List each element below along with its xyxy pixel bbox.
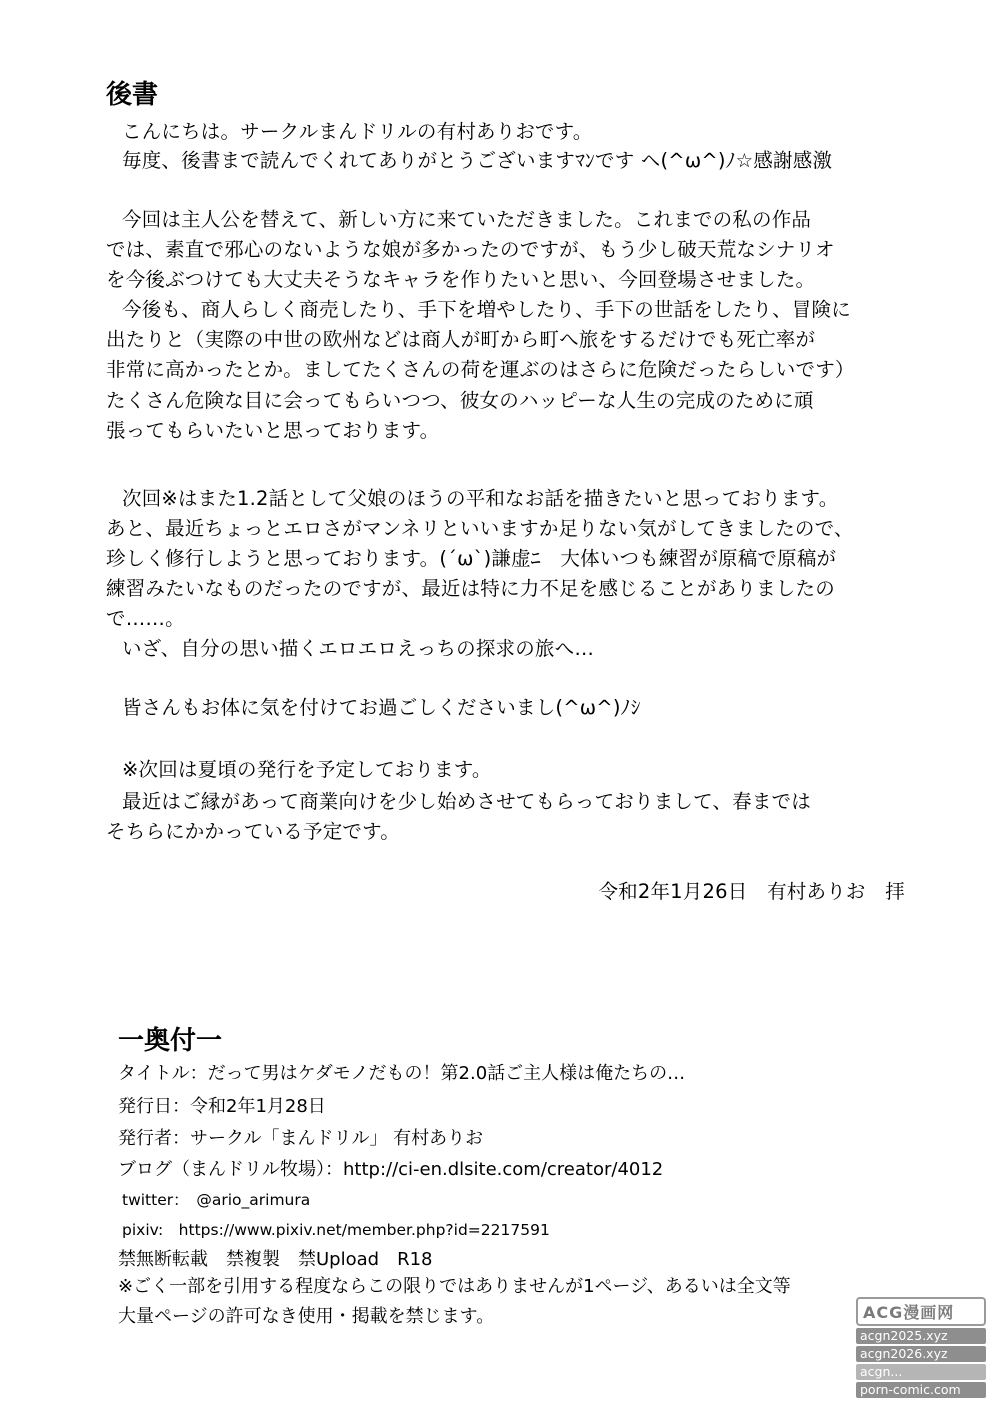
colophon-date-line: 発行日：令和2年1月28日 xyxy=(118,1096,326,1117)
colophon-prohibition-line: 禁無断転載 禁複製 禁Upload R18 xyxy=(118,1249,433,1270)
afterword-signature: 令和2年1月26日 有村ありお 拝 xyxy=(598,880,905,903)
afterword-line: 次回※はまた1.2話として父娘のほうの平和なお話を描きたいと思っております。 xyxy=(122,487,839,510)
watermark-logo: ACG漫画网 xyxy=(856,1297,986,1326)
afterword-line: たくさん危険な目に会ってもらいつつ、彼女のハッピーな人生の完成のために頑 xyxy=(106,389,814,412)
colophon-note-line: ※ごく一部を引用する程度ならこの限りではありませんが1ページ、あるいは全文等 xyxy=(118,1276,791,1297)
afterword-line: 非常に高かったとか。ましてたくさんの荷を運ぶのはさらに危険だったらしいです） xyxy=(106,358,855,381)
afterword-line: ※次回は夏頃の発行を予定しております。 xyxy=(122,758,492,781)
afterword-line: そちらにかかっている予定です。 xyxy=(106,820,400,843)
colophon-blog-line: ブログ（まんドリル牧場）：http://ci-en.dlsite.com/creator/4012 xyxy=(118,1159,664,1180)
afterword-line: 練習みたいなものだったのですが、最近は特に力不足を感じることがありましたの xyxy=(106,577,835,600)
afterword-line: 珍しく修行しようと思っております。(´ω`)謙虚ﾆ 大体いつも練習が原稿で原稿が xyxy=(106,547,837,570)
site-watermark xyxy=(856,1297,986,1398)
colophon-twitter-line: twitter： @ario_arimura xyxy=(122,1191,311,1209)
afterword-line: 今回は主人公を替えて、新しい方に来ていただきました。これまでの私の作品 xyxy=(122,208,812,231)
afterword-line: では、素直で邪心のないような娘が多かったのですが、もう少し破天荒なシナリオ xyxy=(106,238,835,261)
colophon-title: 一奥付一 xyxy=(118,1026,223,1056)
afterword-line: こんにちは。サークルまんドリルの有村ありおです。 xyxy=(122,120,593,143)
afterword-line: 出たりと（実際の中世の欧州などは商人が町から町へ旅をするだけでも死亡率が xyxy=(106,328,816,351)
watermark-domain: acgn2026.xyz xyxy=(856,1346,986,1362)
afterword-title: 後書 xyxy=(106,80,159,110)
colophon-pixiv-line: pixiv: https://www.pixiv.net/member.php?id=2217591 xyxy=(122,1221,550,1239)
afterword-line: 今後も、商人らしく商売したり、手下を増やしたり、手下の世話をしたり、冒険に xyxy=(122,298,851,321)
colophon-title-line: タイトル：だって男はケダモノだもの！第2.0話ご主人様は俺たちの… xyxy=(118,1063,686,1084)
colophon-note-line: 大量ページの許可なき使用・掲載を禁じます。 xyxy=(118,1306,495,1327)
watermark-domain: acgn2025.xyz xyxy=(856,1328,986,1344)
afterword-line: 毎度、後書まで読んでくれてありがとうございますﾏﾝです ヘ(^ω^)ﾉ☆感謝感激 xyxy=(122,149,833,172)
afterword-line: 最近はご縁があって商業向けを少し始めさせてもらっておりまして、春までは xyxy=(122,790,811,813)
afterword-line: いざ、自分の思い描くエロエロえっちの探求の旅へ… xyxy=(122,637,595,660)
afterword-line: で……。 xyxy=(106,607,185,630)
afterword-line: あと、最近ちょっとエロさがマンネリといいますか足りない気がしてきましたので、 xyxy=(106,517,854,540)
afterword-line: 皆さんもお体に気を付けてお過ごしくださいまし(^ω^)ﾉｼ xyxy=(122,696,641,719)
watermark-domain: porn-comic.com xyxy=(856,1382,986,1398)
colophon-publisher-line: 発行者：サークル「まんドリル」 有村ありお xyxy=(118,1128,484,1149)
afterword-line: 張ってもらいたいと思っております。 xyxy=(106,419,440,442)
afterword-line: を今後ぶつけても大丈夫そうなキャラを作りたいと思い、今回登場させました。 xyxy=(106,268,816,291)
watermark-domain: acgn... xyxy=(856,1364,986,1380)
